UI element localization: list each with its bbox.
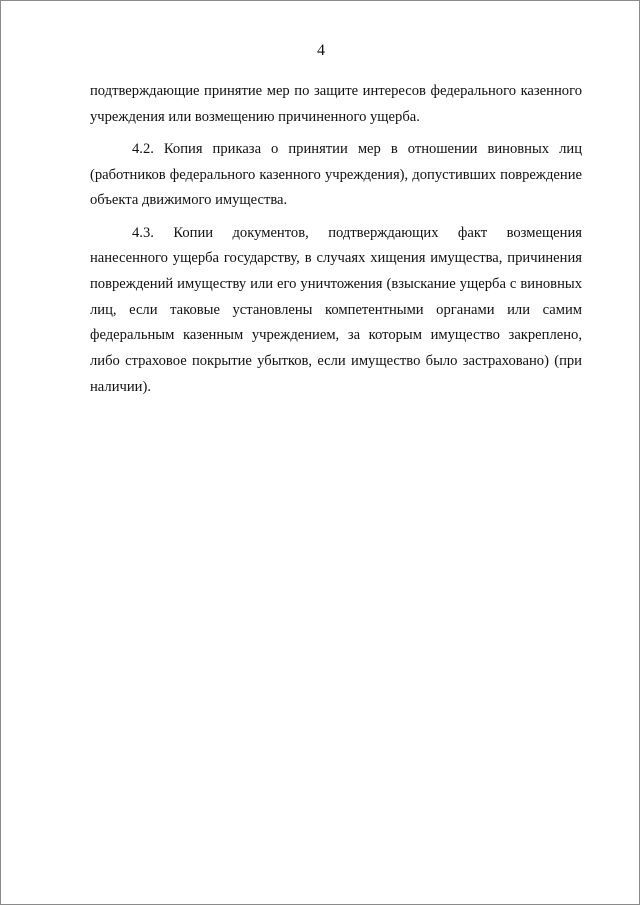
paragraph-4-2: 4.2. Копия приказа о принятии мер в отношении виновных лиц (работников федерального казенного учреждения), допустивших повреждение объекта движимого имущества. — [90, 140, 582, 209]
paragraph-4-3: 4.3. Копии документов, подтверждающих факт возмещения нанесенного ущерба государству, в случаях хищения имущества, причинения повреждений имуществу или его уничтожения (взыскание ущерба с виновных лиц, если таковые установлены компетентными органами или самим федеральным казенным учреждением, за которым имущество закреплено, либо страховое покрытие убытков, если имущество было застраховано) (при наличии). — [90, 224, 582, 395]
paragraph-continuation: подтверждающие принятие мер по защите интересов федерального казенного учреждения или возмещению причиненного ущерба. — [90, 83, 582, 125]
page-number: 4 — [317, 42, 325, 59]
document-body — [90, 79, 582, 407]
